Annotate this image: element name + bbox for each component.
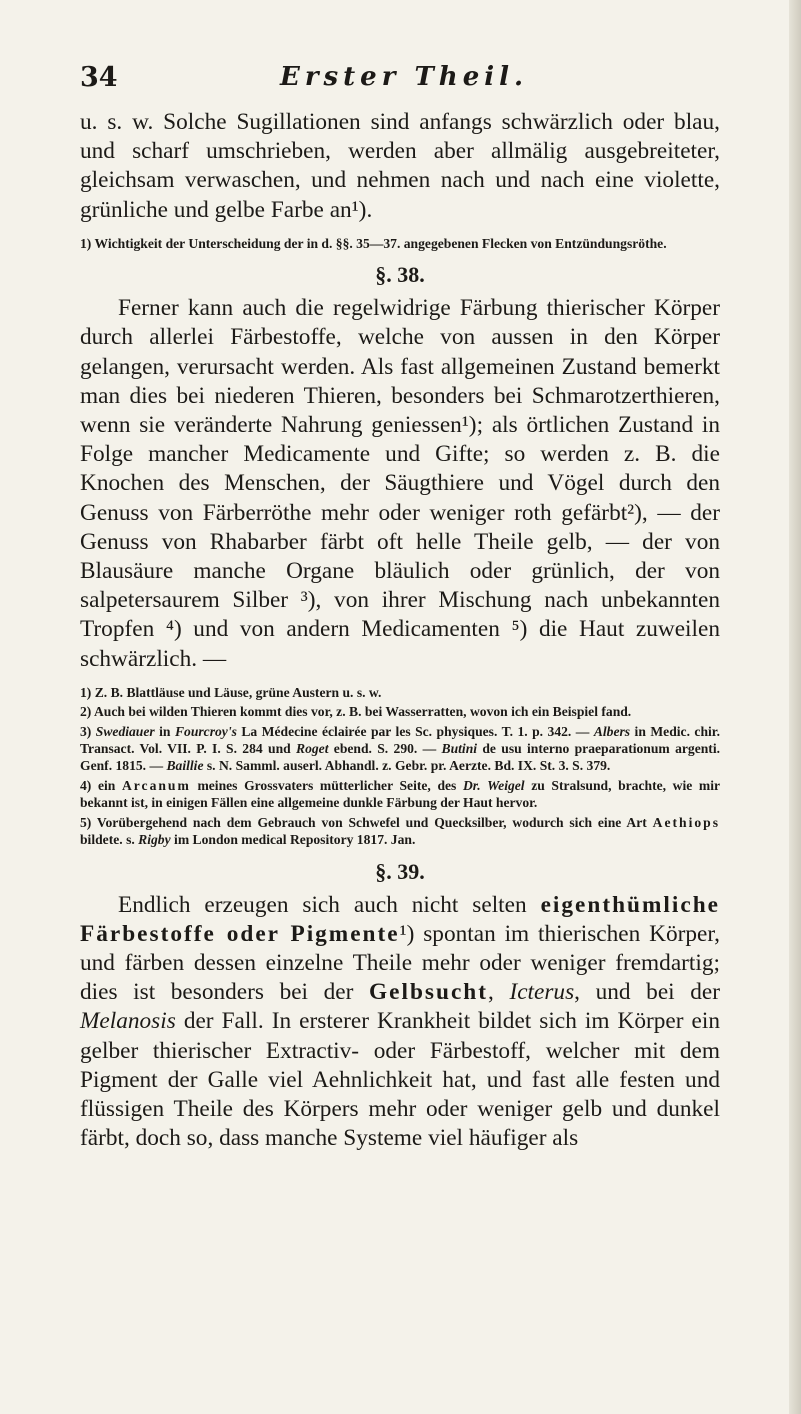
fn5-aethiops: Aethiops: [652, 814, 720, 830]
fn3-author-swediauer: Swediauer: [95, 723, 155, 739]
p3-gelbsucht: Gelbsucht: [369, 979, 488, 1006]
p3-text-a: Endlich erzeugen sich auch nicht selten: [118, 891, 541, 918]
p3-melanosis: Melanosis: [80, 1008, 176, 1035]
fn3-author-roget: Roget: [296, 741, 329, 757]
p3-text-b: ¹) spontan im thierischen Körper, und färben dessen einzelne Theile mehr oder weniger fremdartig; dies ist besonders bei der: [80, 920, 721, 1006]
fn3-text-c: La Médecine éclairée par les Sc. physiques. T. 1. p. 342. —: [236, 723, 594, 739]
p3-text-d: , und bei der: [574, 979, 720, 1006]
section-heading-38: §. 38.: [375, 262, 425, 288]
fn5-text-b: bildete. s.: [80, 832, 139, 848]
paragraph-1: u. s. w. Solche Sugillationen sind anfangs schwärzlich oder blau, und scharf umschrieben, werden aber allmälig ausgebreiteter, gleichsam verwaschen, und nehmen nach und nach eine violette, grünliche und gelbe Farbe an¹).: [80, 109, 720, 223]
fn3-text-b: in: [154, 723, 175, 739]
p3-pigmente: eigenthümliche Färbestoffe oder Pigmente: [80, 891, 720, 947]
footnote-1: 1) Wichtigkeit der Unterscheidung der in d. §§. 35—37. angegebenen Flecken von Entzündungsröthe.: [80, 235, 667, 251]
paragraph-2: Ferner kann auch die regelwidrige Färbung thierischer Körper durch allerlei Färbestoffe, welche von aussen in den Körper gelangen, verursacht werden. Als fast allgemeinen Zustand bemerkt man dies bei niederen Thieren, besonders bei Schmarotzerthieren, wenn sie veränderte Nahrung geniessen¹); als örtlichen Zustand in Folge mancher Medicamente und Gifte; so werden z. B. die Knochen des Menschen, der Säugthiere und Vögel durch den Genuss von Färberröthe mehr oder weniger roth gefärbt²), — der Genuss von Rhabarber färbt oft helle Theile gelb, — der von Blausäure manche Organe bläulich oder grünlich, der von salpetersaurem Silber ³), von ihrer Mischung nach unbekannten Tropfen ⁴) und von andern Medicamenten ⁵) die Haut zuweilen schwärzlich. —: [80, 295, 720, 672]
p3-text-c: ,: [488, 979, 510, 1006]
footnote-38-1: 1) Z. B. Blattläuse und Läuse, grüne Austern u. s. w.: [80, 684, 382, 700]
footnote-38-5: [80, 814, 720, 849]
book-page: [80, 62, 720, 1153]
fn3-author-albers: Albers: [593, 723, 631, 739]
fn4-text-a: 4) ein: [80, 777, 122, 793]
fn3-text-a: 3): [80, 723, 96, 739]
p3-text-e: der Fall. In ersterer Krankheit bildet sich im Körper ein gelber thierischer Extractiv- oder Färbestoff, welcher mit dem Pigment der Galle viel Aehnlichkeit hat, und fast alle festen und flüssigen Theile des Körpers mehr oder weniger gelb und dunkel färbt, doch so, dass manche Systeme viel häufiger als: [80, 1008, 720, 1152]
footnote-38-3: [80, 723, 720, 775]
footnotes-38: [80, 684, 720, 849]
fn4-author-weigel: Dr. Weigel: [462, 777, 525, 793]
fn3-text-e: ebend. S. 290. —: [328, 741, 442, 757]
fn5-text-c: im London medical Repository 1817. Jan.: [170, 832, 416, 848]
footnote-38-4: [80, 777, 720, 812]
fn3-text-g: s. N. Samml. auserl. Abhandl. z. Gebr. pr. Aerzte. Bd. IX. St. 3. S. 379.: [203, 758, 611, 774]
paragraph-3: [80, 891, 720, 1154]
p3-icterus: Icterus: [509, 979, 575, 1006]
fn3-text-d: in Medic. chir. Transact. Vol. VII. P. I. S. 284 und: [80, 723, 720, 757]
fn4-text-b: meines Grossvaters mütterlicher Seite, des: [190, 777, 463, 793]
page-number: 34: [80, 62, 118, 93]
fn5-author-rigby: Rigby: [138, 832, 171, 848]
section-heading-39: §. 39.: [375, 858, 425, 884]
fn4-arcanum: Arcanum: [121, 777, 191, 793]
fn3-author-butini: Butini: [441, 741, 478, 757]
fn3-text-f: de usu interno praeparationum argenti. Genf. 1815. —: [80, 741, 720, 774]
footnote-38-2: 2) Auch bei wilden Thieren kommt dies vor, z. B. bei Wasserratten, wovon ich ein Beispiel fand.: [80, 704, 632, 720]
page-header: [80, 62, 720, 98]
fn4-text-c: zu Stralsund, brachte, wie mir bekannt ist, in einigen Fällen eine allgemeine dunkle Färbung der Haut hervor.: [80, 777, 721, 811]
fn5-text-a: 5) Vorübergehend nach dem Gebrauch von Schwefel und Quecksilber, wodurch sich eine Art: [80, 814, 653, 830]
running-title: Erster Theil.: [280, 62, 529, 92]
fn3-author-fourcroy: Fourcroy's: [174, 723, 237, 739]
fn3-author-baillie: Baillie: [166, 758, 204, 774]
page-edge: [789, 0, 801, 1414]
